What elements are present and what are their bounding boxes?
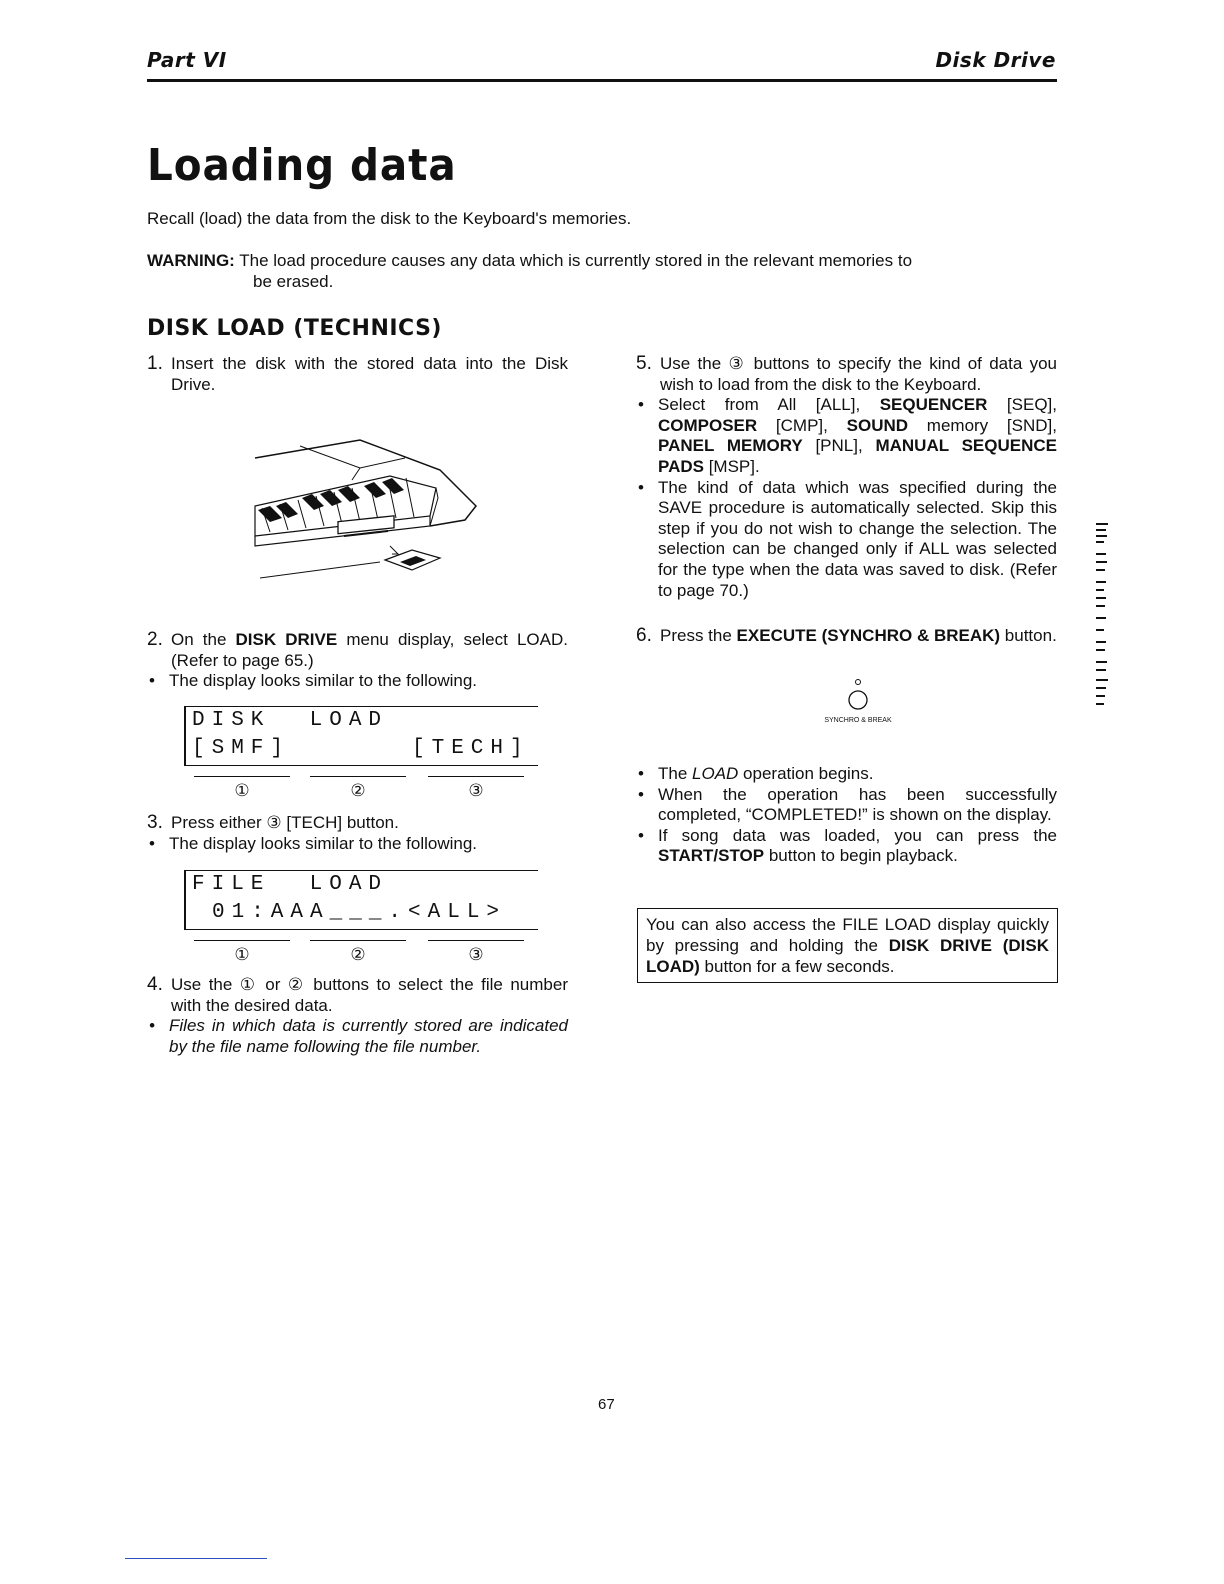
synchro-button-label: SYNCHRO & BREAK [824,717,892,724]
step-2-bullet: • The display looks similar to the following. [147,671,568,692]
step-1-number: 1. [147,353,163,374]
warning-label: WARNING: [147,251,235,270]
step-5-b1-pnl: PANEL MEMORY [658,436,803,456]
step-5-bullet-2: • The kind of data which was specified during the SAVE procedure is automatically selected. Skip this step if you do not wish to change the selection. The selection can be changed only if ALL was selected for the type when the data was saved to disk. (Refer to page 70.) [636,478,1057,602]
step-5-b1-seq: SEQUENCER [879,395,988,415]
step-6-b3-pre: If song data was loaded, you can press the [658,825,1057,845]
step-2 [147,630,568,692]
step-5-b1-pre: Select from All [ALL], [658,395,880,415]
step-5-b1-mid2: [CMP], [757,415,847,435]
lcd1-mark-2: ② [310,776,406,801]
synchro-button-icon [838,676,878,712]
step-3-text: Press either ③ [TECH] button. [171,813,399,832]
step-5-text: Use the ③ buttons to specify the kind of data you wish to load from the disk to the Keyboard. [660,354,1057,394]
note-post: button for a few seconds. [699,957,895,976]
header-rule [147,79,1057,82]
header-section: Disk Drive [935,48,1056,72]
lcd1-mark-3: ③ [428,776,524,801]
step-6-bullet-2: • When the operation has been successfully completed, “COMPLETED!” is shown on the display. [636,785,1057,826]
step-5-b1-msp: MANUAL SEQUENCE PADS [658,436,1057,476]
lcd1-line2 [192,735,538,763]
step-6-b1-pre: The [658,764,693,783]
step-4-text: Use the ① or ② buttons to select the file number with the desired data. [171,975,568,1015]
step-3-bullet: • The display looks similar to the following. [147,834,568,855]
lcd2-mark-2: ② [310,940,406,965]
step-5-b1-snd: SOUND [846,415,909,435]
step-3-number: 3. [147,812,163,833]
step-4 [147,975,568,1057]
step-6-b3-bold: START/STOP [658,846,765,866]
step-5-number: 5. [636,353,652,374]
step-6-bold: EXECUTE (SYNCHRO & BREAK) [736,626,1001,645]
step-2-number: 2. [147,629,163,650]
lcd1-line1: DISK LOAD [192,709,389,732]
step-2-text-post: menu display, select LOAD. (Refer to page 65.) [171,630,568,670]
step-5-b1-mid1: [SEQ], [987,395,1057,415]
note-bold: DISK DRIVE (DISK LOAD) [646,936,1049,976]
lcd1-mark-1: ① [194,776,290,801]
step-5-b1-mid4: [PNL], [802,436,876,456]
lcd2-line2: 01:AAA___.<ALL> [212,901,507,924]
step-3 [147,813,568,854]
warning-block [147,251,1059,292]
lcd1-smf: [SMF] [192,737,291,760]
step-1 [147,354,568,395]
synchro-break-button-figure [818,676,898,725]
lcd2-mark-1: ① [194,940,290,965]
intro-text: Recall (load) the data from the disk to the Keyboard's memories. [147,209,632,228]
section-title: DISK LOAD (TECHNICS) [147,316,442,341]
step-6-bullet-1 [636,764,1057,785]
note-pre: You can also access the FILE LOAD display quickly by pressing and holding the [646,915,1049,955]
step-5 [636,354,1057,601]
step-6-b3-post: button to begin playback. [764,846,958,866]
page-title: Loading data [147,140,457,191]
step-5-b1-cmp: COMPOSER [658,415,758,435]
lcd2-line1: FILE LOAD [192,873,389,896]
footer-rule [125,1558,267,1559]
warning-text-1: The load procedure causes any data which is currently stored in the relevant memories to [239,251,913,270]
lcd-display-disk-load [184,706,538,766]
step-5-b1-mid3: memory [SND], [908,415,1057,435]
step-6 [636,626,1057,647]
step-4-number: 4. [147,974,163,995]
step-6-post: button. [1000,626,1057,645]
header-part: Part VI [147,48,227,72]
scan-edge-marks [1094,520,1124,710]
lcd-display-file-load [184,870,538,930]
step-5-b1-end: [MSP]. [703,456,760,476]
step-6-bullets [636,764,1057,867]
step-6-bullet-3 [636,826,1057,867]
step-5-bullet-1 [636,395,1057,477]
step-6-b1-post: operation begins. [738,764,874,783]
keyboard-disk-illustration [240,428,490,590]
step-4-bullet: • Files in which data is currently stored are indicated by the file name following the file number. [147,1016,568,1057]
step-6-pre: Press the [660,626,737,645]
step-2-text-pre: On the [171,630,236,649]
step-2-text-bold: DISK DRIVE [235,630,338,649]
warning-text-2: be erased. [253,271,334,291]
lcd2-mark-3: ③ [428,940,524,965]
step-6-number: 6. [636,625,652,646]
note-box [637,908,1058,983]
step-6-b1-it: LOAD [692,764,739,783]
page-number: 67 [598,1396,615,1413]
step-1-text: Insert the disk with the stored data into the Disk Drive. [171,354,568,394]
lcd1-tech: [TECH] [412,737,530,760]
